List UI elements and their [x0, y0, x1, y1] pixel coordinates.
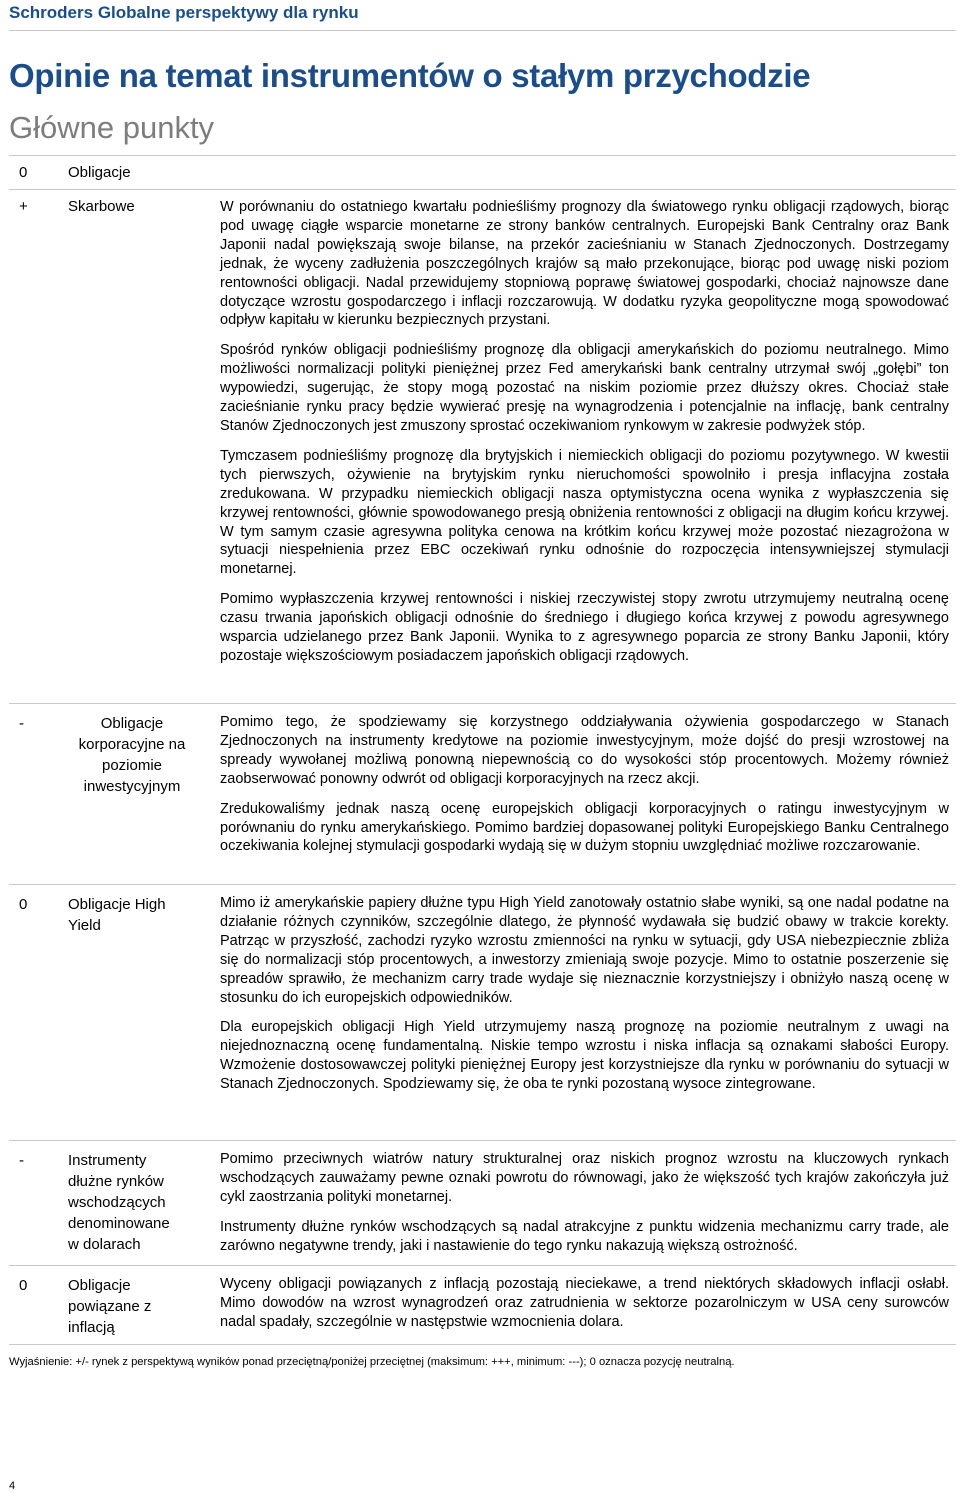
paragraph: W porównaniu do ostatniego kwartału podnieśliśmy prognozy dla światowego rynku obligacji rządowych, biorąc pod uwagę ciągłe wsparcie monetarne ze strony banków centralnych. Europejski Bank Centralny oraz Bank Japonii nadal powiększają swoje bilanse, na przekór zacieśnianiu w Stanach Zjednoczonych. Dostrzegamy jednak, że wyceny zadłużenia poszczególnych krajów są mało przekonujące, biorąc pod uwagę niski poziom rentowności obligacji. Nadal przewidujemy stopniową poprawę światowej gospodarki, chociaż najnowsze dane dotyczące wzrostu gospodarczego i inflacji rozczarowują. W dodatku ryzyka geopolityczne mogą spowodować odpływ kapitału w kierunku bezpiecznych przystani.	[220, 199, 949, 329]
row-sign: +	[19, 198, 28, 215]
row-commentary	[220, 894, 949, 1094]
paragraph: Spośród rynków obligacji podnieśliśmy prognozę dla obligacji amerykańskich do poziomu neutralnego. Mimo możliwości normalizacji polityki pieniężnej przez Fed amerykański bank centralny utrzymał swój „gołębi” ton wypowiedzi, sugerując, że stopy mogą pozostać na niskim poziomie przez dłuższy okres. Chociaż stałe zacieśnianie rynku pracy będzie wywierać presję na wynagrodzenia i potencjalnie na inflację, bank centralny Stanów Zjednoczonych jest zmuszony sprostać oczekiwaniom rynkowym w zakresie podwyżek stóp.	[220, 342, 949, 434]
paragraph: Pomimo wypłaszczenia krzywej rentowności i niskiej rzeczywistej stopy zwrotu utrzymujemy neutralną ocenę czasu trwania japońskich obligacji odnośnie do średniego i długiego końca krzywej z powodu agresywnego wsparcia udzielanego przez Bank Japonii. Wynika to z agresywnego poparcia ze strony Banku Japonii, który pozostaje większościowym posiadaczem japońskich obligacji rządowych.	[220, 591, 949, 664]
paragraph: Zredukowaliśmy jednak naszą ocenę europejskich obligacji korporacyjnych o ratingu inwestycyjnym w porównaniu do rynku amerykańskiego. Pomimo bardziej dopasowanej polityki Europejskiego Banku Centralnego oczekiwania kolejnej stymulacji gospodarki wydają się w dużym stopniu uwzględniać możliwe rozczarowanie.	[220, 800, 949, 855]
row-label: Skarbowe	[68, 198, 135, 215]
brand-name: Schroders	[9, 3, 94, 22]
table-divider	[9, 155, 956, 156]
footnote: Wyjaśnienie: +/- rynek z perspektywą wyników ponad przeciętną/poniżej przeciętnej (maksimum: +++, minimum: ---); 0 oznacza pozycję neutralną.	[9, 1356, 735, 1368]
page-number: 4	[9, 1480, 16, 1492]
row-label: Obligacje powiązane z inflacją	[68, 1277, 152, 1336]
section-title: Główne punkty	[9, 110, 215, 145]
table-divider	[9, 703, 956, 704]
page-title: Opinie na temat instrumentów o stałym przychodzie	[9, 57, 811, 94]
row-commentary	[220, 198, 949, 666]
paragraph: Dla europejskich obligacji High Yield utrzymujemy naszą prognozę na poziomie neutralnym z uwagi na niejednoznaczną ocenę fundamentalną. Niskie tempo wzrostu i niska inflacja są oznakami słabości Europy. Wzmożenie dostosowawczej polityki pieniężnej Europy jest korzystniejsze dla rynku w porównaniu do sytuacji w Stanach Zjednoczonych. Spodziewamy się, że oba te rynki pozostaną wysoce zintegrowane.	[220, 1019, 949, 1093]
row-label: Obligacje High Yield	[68, 896, 166, 934]
row-commentary	[220, 713, 949, 856]
row-sign: 0	[19, 896, 28, 913]
row-sign: -	[19, 1152, 24, 1169]
table-divider	[9, 1140, 956, 1141]
header-divider	[9, 30, 956, 31]
report-series-title: Globalne perspektywy dla rynku	[97, 3, 359, 22]
paragraph: Pomimo tego, że spodziewamy się korzystnego oddziaływania ożywienia gospodarczego w Stanach Zjednoczonych na instrumenty kredytowe na poziomie inwestycyjnym, może dojść do presji wzrostowej na spready wywołanej możliwą ponowną niepewnością co do wysokości stóp procentowych. Możemy również zaobserwować ponowny odwrót od obligacji korporacyjnych na rzecz akcji.	[220, 714, 949, 787]
table-divider	[9, 884, 956, 885]
paragraph: Mimo iż amerykańskie papiery dłużne typu High Yield zanotowały ostatnio słabe wyniki, są one nadal podatne na działanie różnych czynników, szczególnie dlatego, że płynność wydawała się budzić obawy w trakcie korekty. Patrząc w przyszłość, zachodzi ryzyko wzrostu zmienności na rynku w sytuacji, gdy USA niebezpiecznie zbliża się do normalizacji stóp procentowych, a inwestorzy zmieniają swoje pozycje. Mimo to ostatnie poszerzenie się spreadów sprawiło, że mechanizm carry trade wydaje się nieznacznie korzystniejszy i obniżyło naszą ocenę w stosunku do ich europejskich odpowiedników.	[220, 895, 949, 1006]
paragraph: Wyceny obligacji powiązanych z inflacją pozostają nieciekawe, a trend niektórych składowych inflacji osłabł. Mimo dowodów na wzrost wynagrodzeń oraz zatrudnienia w sektorze pozarolniczym w USA ceny surowców nadal spadały, szczególnie w następstwie wzmocnienia dolara.	[220, 1276, 949, 1330]
row-sign: -	[19, 715, 24, 732]
row-label: Obligacje	[68, 164, 131, 181]
paragraph: Pomimo przeciwnych wiatrów natury strukturalnej oraz niskich prognoz wzrostu na kluczowych rynkach wschodzących zauważamy pewne oznaki powrotu do równowagi, jako że większość tych krajów zakończyła już cykl zaostrzania polityki monetarnej.	[220, 1151, 949, 1205]
row-commentary	[220, 1275, 949, 1332]
row-sign: 0	[19, 1277, 28, 1294]
table-divider	[9, 189, 956, 190]
row-sign: 0	[19, 164, 28, 181]
paragraph: Tymczasem podnieśliśmy prognozę dla brytyjskich i niemieckich obligacji do poziomu pozytywnego. W kwestii tych pierwszych, ożywienie na brytyjskim rynku nieruchomości spowolniło i presja inflacyjna została zredukowana. W przypadku niemieckich obligacji nasza optymistyczna ocena wynika z wypłaszczenia się krzywej rentowności, głównie spowodowanego presją obniżenia rentowności z obligacji na długim końcu krzywej. W tym samym czasie agresywna polityka cenowa na krótkim końcu krzywej może pozostać niezagrożona w sytuacji niespełnienia przez EBC oczekiwań rynku odnośnie do rozpoczęcia intensywniejszej stymulacji monetarnej.	[220, 447, 949, 578]
paragraph: Instrumenty dłużne rynków wschodzących są nadal atrakcyjne z punktu widzenia mechanizmu carry trade, ale zarówno negatywne trendy, jaki i nastawienie do tego rynku nakazują większą ostrożność.	[220, 1218, 949, 1254]
table-divider	[9, 1344, 956, 1345]
table-divider	[9, 1265, 956, 1266]
row-label: Instrumenty dłużne rynków wschodzących denominowane w dolarach	[68, 1152, 170, 1253]
row-label: Obligacje korporacyjne na poziomie inwestycyjnym	[78, 715, 186, 795]
report-header	[9, 3, 359, 23]
row-commentary	[220, 1150, 949, 1256]
